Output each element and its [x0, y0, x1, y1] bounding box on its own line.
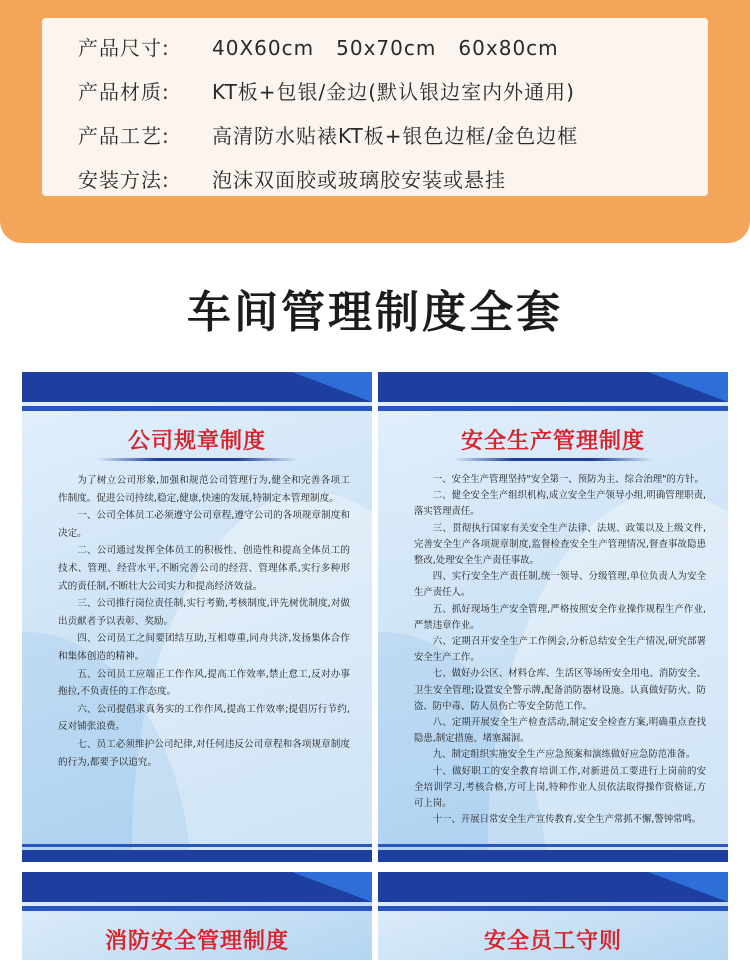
spec-card: [42, 18, 708, 196]
poster-fire-safety[interactable]: [22, 872, 372, 960]
spec-row-install: [78, 158, 708, 202]
poster-paragraph: 六、公司提倡求真务实的工作作风,提高工作效率;提倡厉行节约,反对铺张浪费。: [58, 703, 350, 733]
poster-body: [58, 472, 350, 771]
spec-value: KT板+包银/金边(默认银边室内外通用): [212, 80, 575, 104]
poster-paragraph: 六、定期召开安全生产工作例会,分析总结安全生产情况,研究部署安全生产工作。: [414, 636, 706, 664]
poster-paragraph: 一、安全生产管理坚持"安全第一、预防为主、综合治理"的方针。: [432, 474, 704, 485]
poster-top-wedge: [292, 372, 372, 402]
poster-top-wedge: [292, 872, 372, 902]
spec-panel: [0, 0, 750, 243]
poster-title: 安全生产管理制度: [460, 429, 645, 454]
spec-row-craft: [78, 114, 708, 158]
poster-employee-code[interactable]: [378, 872, 728, 960]
poster-company-rules[interactable]: [22, 372, 372, 862]
poster-paragraph: 七、员工必须维护公司纪律,对任何违反公司章程和各项规章制度的行为,都要予以追究。: [58, 738, 350, 768]
poster-paragraph: 二、健全安全生产组织机构,成立安全生产领导小组,明确管理职责,落实管理责任。: [414, 490, 706, 518]
poster-paragraph: 三、公司推行岗位责任制,实行考勤,考核制度,评先树优制度,对做出贡献者予以表彰、奖励。: [58, 598, 350, 627]
poster-paragraph: 七、做好办公区、材料仓库、生活区等场所安全用电、消防安全、卫生安全管理;设置安全警示牌,配备消防器材设施。认真做好防火、防盗、防中毒、防人员伤亡等安全防范工作。: [414, 668, 706, 712]
poster-paragraph: 九、制定组织实施安全生产应急预案和演练做好应急防范准备。: [432, 749, 696, 761]
poster-top-line: [378, 406, 728, 411]
poster-body: [414, 472, 706, 828]
spec-row-size: [78, 26, 708, 70]
poster-top-line: [22, 906, 372, 911]
poster-top-line: [22, 406, 372, 411]
poster-top-wedge: [648, 872, 728, 902]
poster-paragraph: 三、贯彻执行国家有关安全生产法律、法规、政策以及上级文件,完善安全生产各项规章制度,监督检查安全生产管理情况,督查事故隐患整改,处理安全生产责任事故。: [414, 522, 706, 567]
spec-value: 40X60cm 50x70cm 60x80cm: [212, 36, 559, 60]
section-title: 车间管理制度全套: [187, 287, 563, 338]
poster-paragraph: 五、抓好现场生产安全管理,严格按照安全作业操作规程生产作业,严禁违章作业。: [414, 603, 706, 631]
poster-bottom-line: [22, 844, 372, 847]
poster-bottom-line: [378, 844, 728, 847]
spec-label: 产品尺寸:: [78, 36, 170, 60]
poster-paragraph: 二、公司通过发挥全体员工的积极性、创造性和提高全体员工的技术、管理、经营水平,不断完善公司的经营、管理体系,实行多种形式的责任制,不断壮大公司实力和提高经济效益。: [58, 545, 350, 592]
poster-paragraph: 十、做好职工的安全教育培训工作,对新进员工要进行上岗前的安全培训学习,考核合格,方可上岗,特种作业人员依法取得操作资格证,方可上岗。: [414, 765, 706, 810]
spec-value: 泡沫双面胶或玻璃胶安装或悬挂: [212, 168, 506, 192]
poster-paragraph: 为了树立公司形象,加强和规范公司管理行为,健全和完善各项工作制度。促进公司持续,稳定,健康,快速的发展,特制定本管理制度。: [58, 475, 350, 504]
spec-value: 高清防水贴裱KT板+银色边框/金色边框: [212, 124, 579, 148]
poster-title: 安全员工守则: [483, 929, 622, 954]
poster-safety-production[interactable]: [378, 372, 728, 862]
poster-title: 消防安全管理制度: [104, 929, 289, 954]
poster-paragraph: 一、公司全体员工必须遵守公司章程,遵守公司的各项规章制度和决定。: [58, 510, 350, 539]
spec-label: 产品工艺:: [78, 124, 170, 148]
poster-paragraph: 十一、开展日常安全生产宣传教育,安全生产常抓不懈,警钟常鸣。: [432, 814, 702, 826]
poster-bottom-band: [22, 850, 372, 862]
poster-title-underline: [453, 458, 653, 461]
poster-title: 公司规章制度: [127, 429, 266, 454]
poster-bottom-band: [378, 850, 728, 862]
poster-paragraph: 四、实行安全生产责任制,统一领导、分级管理,单位负责人为安全生产责任人。: [414, 571, 706, 599]
poster-title-underline: [97, 458, 297, 461]
poster-paragraph: 四、公司员工之间要团结互助,互相尊重,同舟共济,发扬集体合作和集体创造的精神。: [58, 633, 350, 662]
spec-label: 产品材质:: [78, 80, 170, 104]
poster-paragraph: 五、公司员工应端正工作作风,提高工作效率,禁止怠工,反对办事拖拉,不负责任的工作态度。: [58, 668, 350, 698]
poster-top-line: [378, 906, 728, 911]
poster-top-wedge: [648, 372, 728, 402]
spec-row-material: [78, 70, 708, 114]
spec-label: 安装方法:: [78, 168, 170, 192]
poster-paragraph: 八、定期开展安全生产检查活动,制定安全检查方案,明确重点查找隐患,制定措施、堵塞漏洞。: [414, 717, 706, 745]
